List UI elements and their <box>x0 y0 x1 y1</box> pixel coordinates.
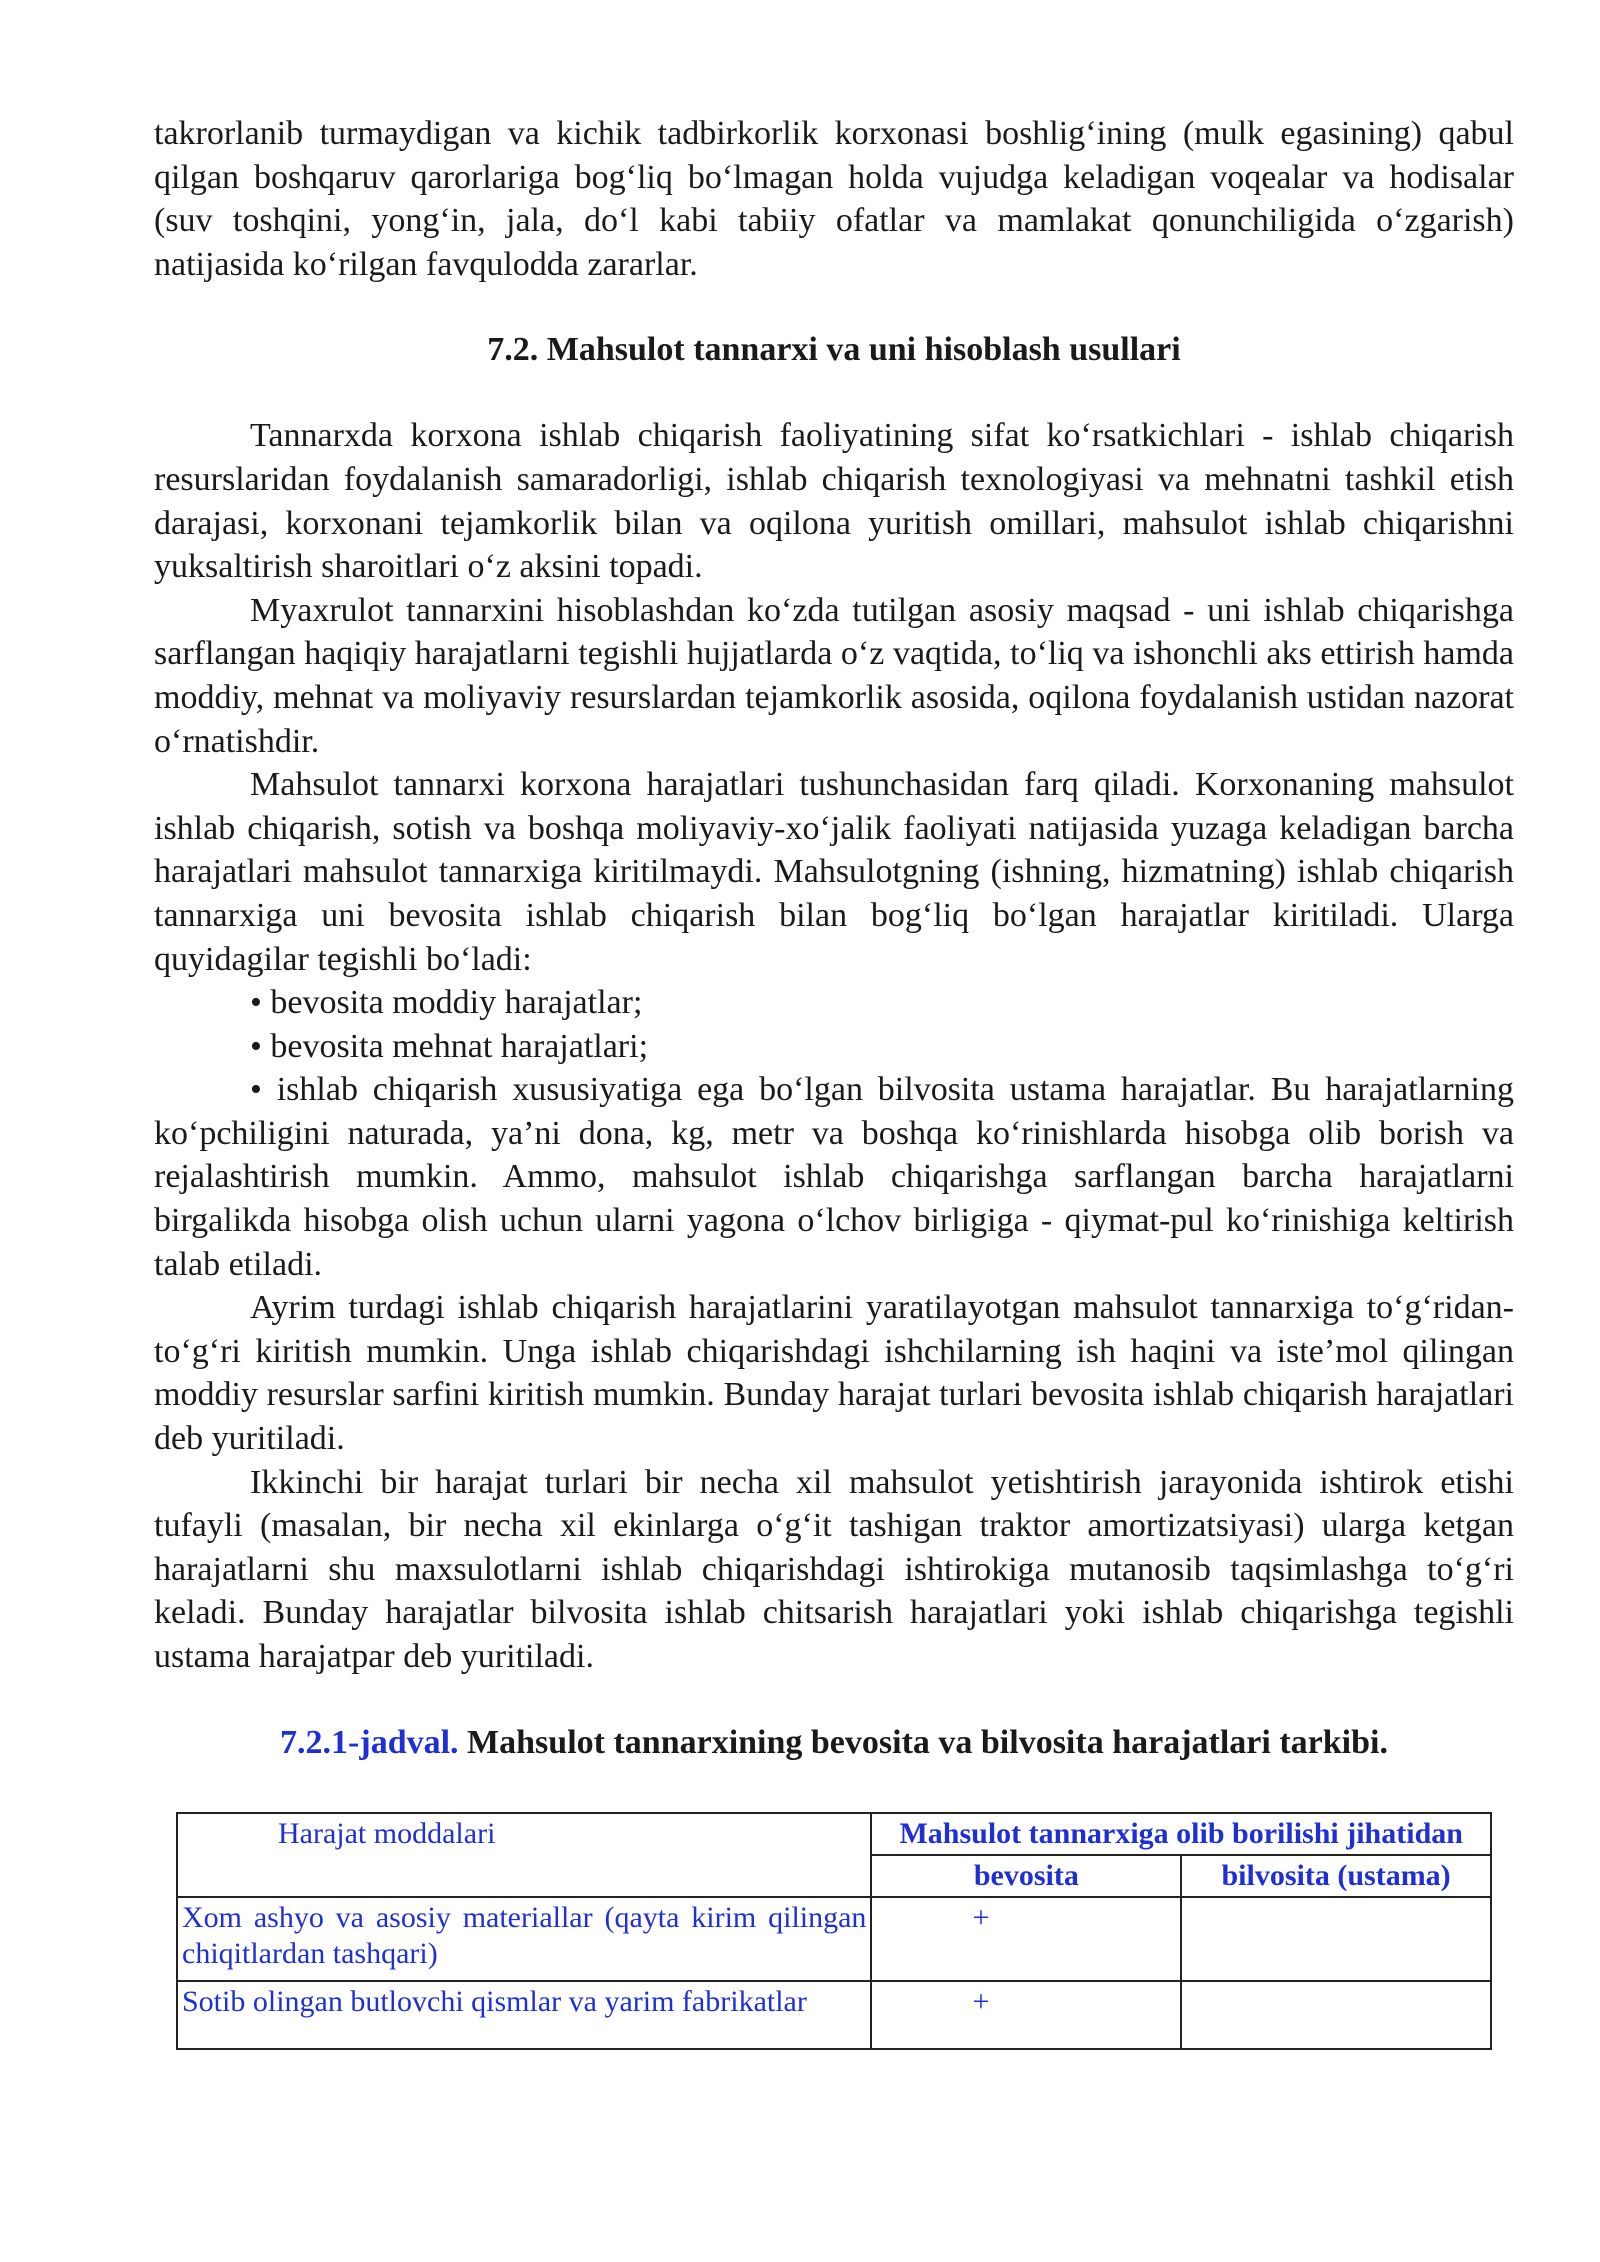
table-row <box>177 1981 1491 2049</box>
column-header-cost-items: Harajat moddalari <box>177 1813 871 1897</box>
bullet-item: • bevosita moddiy harajatlar; <box>250 984 643 1022</box>
cost-structure-table <box>176 1812 1492 2050</box>
body-paragraph: Ikkinchi bir harajat turlari bir necha xil mahsulot yetishtirish jarayonida ishtirok etishi tufayli (masalan, bir necha xil ekinlarga o‘g‘it tashigan traktor amortizatsiyasi) ularga ketgan harajatlarni shu maxsulotlarni ishlab chiqarishdagi ishtirokiga mutanosib taqsimlashga to‘g‘ri keladi. Bunday harajatlar bilvosita ishlab chitsarish harajatlari yoki ishlab chiqarishga tegishli ustama harajatpar deb yuritiladi. <box>154 1463 1514 1675</box>
table-header-row <box>177 1813 1491 1855</box>
body-paragraph: Myaxrulot tannarxini hisoblashdan ko‘zda tutilgan asosiy maqsad - uni ishlab chiqarishga sarflangan haqiqiy harajatlarni tegishli hujjatlarda o‘z vaqtida, to‘liq va ishonchli aks ettirish hamda moddiy, mehnat va moliyaviy resurslardan tejamkorlik asosida, oqilona foydalanish ustidan nazorat o‘rnatishdir. <box>154 591 1514 760</box>
table-row <box>177 1897 1491 1981</box>
column-group-header: Mahsulot tannarxiga olib borilishi jihatidan <box>871 1813 1491 1855</box>
direct-mark: + <box>871 1981 1181 2049</box>
body-paragraph: Ayrim turdagi ishlab chiqarish harajatlarini yaratilayotgan mahsulot tannarxiga to‘g‘ridan-to‘g‘ri kiritish mumkin. Unga ishlab chiqarishdagi ishchilarning ish haqini va iste’mol qilingan moddiy resurslar sarfini kiritish mumkin. Bunday harajat turlari bevosita ishlab chiqarish harajatlari deb yuritiladi. <box>154 1289 1514 1458</box>
cost-item-name: Sotib olingan butlovchi qismlar va yarim fabrikatlar <box>177 1981 871 2049</box>
table-caption-text: Mahsulot tannarxining bevosita va bilvosita harajatlari tarkibi. <box>458 1723 1388 1761</box>
body-paragraph: Mahsulot tannarxi korxona harajatlari tushunchasidan farq qiladi. Korxonaning mahsulot ishlab chiqarish, sotish va boshqa moliyaviy-xo‘jalik faoliyati natijasida yuzaga keladigan barcha harajatlari mahsulot tannarxiga kiritilmaydi. Mahsulotgning (ishning, hizmatning) ishlab chiqarish tannarxiga uni bevosita ishlab chiqarish bilan bog‘liq bo‘lgan harajatlar kiritiladi. Ularga quyidagilar tegishli bo‘ladi: <box>154 766 1514 978</box>
table-caption-label: 7.2.1-jadval. <box>280 1723 459 1761</box>
section-title: 7.2. Mahsulot tannarxi va uni hisoblash usullari <box>487 331 1181 369</box>
bullet-item: • bevosita mehnat harajatlari; <box>250 1027 649 1065</box>
direct-mark: + <box>871 1897 1181 1981</box>
indirect-mark <box>1181 1897 1491 1981</box>
body-paragraph: Tannarxda korxona ishlab chiqarish faoliyatining sifat ko‘rsatkichlari - ishlab chiqarish resurslaridan foydalanish samaradorligi, ishlab chiqarish texnologiyasi va mehnatni tashkil etish darajasi, korxonani tejamkorlik bilan va oqilona yuritish omillari, mahsulot ishlab chiqarishni yuksaltirish sharoitlari o‘z aksini topadi. <box>154 417 1514 586</box>
cost-item-name: Xom ashyo va asosiy materiallar (qayta kirim qilingan chiqitlardan tashqari) <box>177 1897 871 1981</box>
indirect-mark <box>1181 1981 1491 2049</box>
table-caption <box>154 1721 1514 1765</box>
column-header-indirect: bilvosita (ustama) <box>1181 1855 1491 1897</box>
document-page <box>154 112 1514 1805</box>
intro-paragraph: takrorlanib turmaydigan va kichik tadbirkorlik korxonasi boshlig‘ining (mulk egasining) qabul qilgan boshqaruv qarorlariga bog‘liq bo‘lmagan holda vujudga keladigan voqealar va hodisalar (suv toshqini, yong‘in, jala, do‘l kabi tabiiy ofatlar va mamlakat qonunchiligida o‘zgarish) natijasida ko‘rilgan favqulodda zararlar. <box>154 115 1514 283</box>
column-header-direct: bevosita <box>871 1855 1181 1897</box>
bullet-item: • ishlab chiqarish xususiyatiga ega bo‘lgan bilvosita ustama harajatlar. Bu harajatlarning ko‘pchiligini naturada, ya’ni dona, kg, metr va boshqa ko‘rinishlarda hisobga olib borish va rejalashtirish mumkin. Ammo, mahsulot ishlab chiqarishga sarflangan barcha harajatlarni birgalikda hisobga olish uchun ularni yagona o‘lchov birligiga - qiymat-pul ko‘rinishiga keltirish talab etiladi. <box>154 1071 1514 1283</box>
